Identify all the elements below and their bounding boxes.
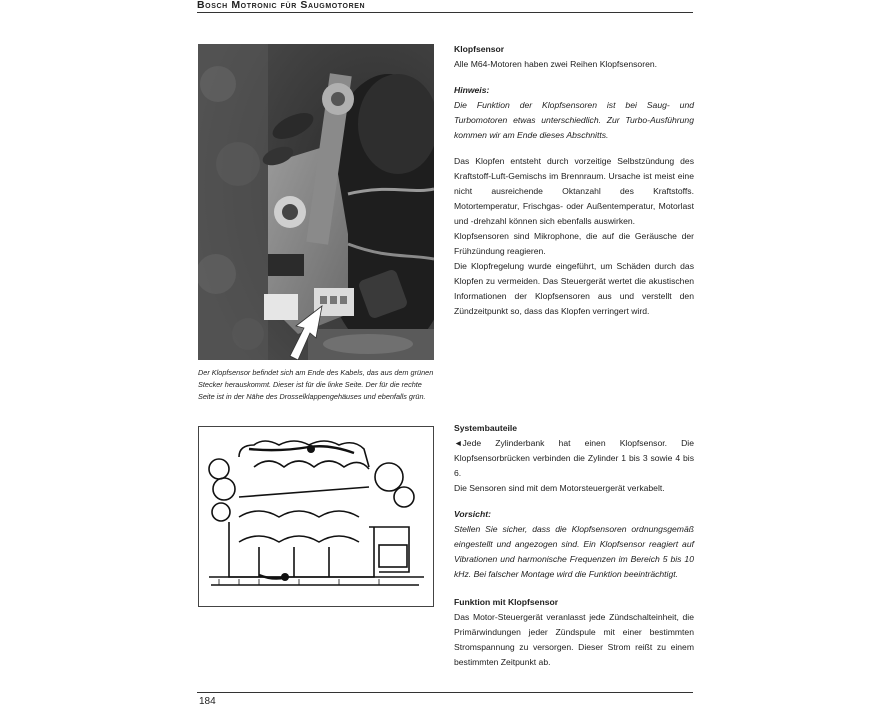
engine-schematic-drawing xyxy=(199,427,433,606)
running-header: Bosch Motronic für Saugmotoren xyxy=(197,0,366,11)
section-systembauteile xyxy=(454,421,694,670)
engine-schematic xyxy=(198,426,434,607)
body-paragraph: Das Klopfen entsteht durch vorzeitige Selbstzündung des Kraftstoff-Luft-Gemischs im Brennraum. Ursache ist meist eine nicht ausreichende Oktanzahl des Kraftstoffs. Motortemperatur, Frischgas- oder Außentemperatur, Motorlast und -drehzahl können sich ebenfalls auswirken. xyxy=(454,156,694,226)
caution-text: Stellen Sie sicher, dass die Klopfsensoren ordnungsgemäß eingestellt und angezogen sind. Ein Klopfsensor reagiert auf Vibrationen und harmonische Frequenzen im Bereich 5 bis 10 kHz. Bei falscher Montage wird die Funktion beeinträchtigt. xyxy=(454,524,694,579)
body-paragraph: Die Sensoren sind mit dem Motorsteuergerät verkabelt. xyxy=(454,483,665,493)
body-paragraph: Klopfsensoren sind Mikrophone, die auf die Geräusche der Frühzündung reagieren. xyxy=(454,231,694,256)
knock-sensor-photo xyxy=(198,44,434,360)
body-paragraph: Alle M64-Motoren haben zwei Reihen Klopfsensoren. xyxy=(454,59,658,69)
header-rule xyxy=(197,12,693,13)
body-paragraph: ◄Jede Zylinderbank hat einen Klopfsensor. Die Klopfsensorbrücken verbinden die Zylinder 1 bis 3 sowie 4 bis 6. xyxy=(454,438,694,478)
body-paragraph: Die Klopfregelung wurde eingeführt, um Schäden durch das Klopfen zu vermeiden. Das Steuergerät wertet die akustischen Informationen der Klopfsensoren aus und verstellt den Zündzeitpunkt so, dass das Klopfen verringert wird. xyxy=(454,261,694,316)
note-text: Die Funktion der Klopfsensoren ist bei Saug- und Turbomotoren etwas unterschiedlich. Zur Turbo-Ausführung kommen wir am Ende dieses Abschnitts. xyxy=(454,100,694,140)
body-paragraph: Das Motor-Steuergerät veranlasst jede Zündschalteinheit, die Primärwindungen jeder Zündspule mit einer bestimmten Stromspannung zu versorgen. Dieser Strom reißt zu einem bestimmten Zeitpunkt ab. xyxy=(454,612,694,667)
section-heading: Systembauteile xyxy=(454,423,518,433)
caution-label: Vorsicht: xyxy=(454,509,491,519)
section-heading: Klopfsensor xyxy=(454,44,505,54)
page-number: 184 xyxy=(199,696,216,707)
note-label: Hinweis: xyxy=(454,85,490,95)
photo-caption: Der Klopfsensor befindet sich am Ende des Kabels, das aus dem grünen Stecker herauskommt. Dieser ist für die linke Seite. Der für die rechte Seite ist in der Nähe des Drosselklappengehäuses und ebenfalls grün. xyxy=(198,368,434,401)
section-klopfsensor xyxy=(454,42,694,319)
footer-rule xyxy=(197,692,693,693)
knock-sensor-photo-drawing xyxy=(198,44,434,360)
section-heading: Funktion mit Klopfsensor xyxy=(454,597,559,607)
